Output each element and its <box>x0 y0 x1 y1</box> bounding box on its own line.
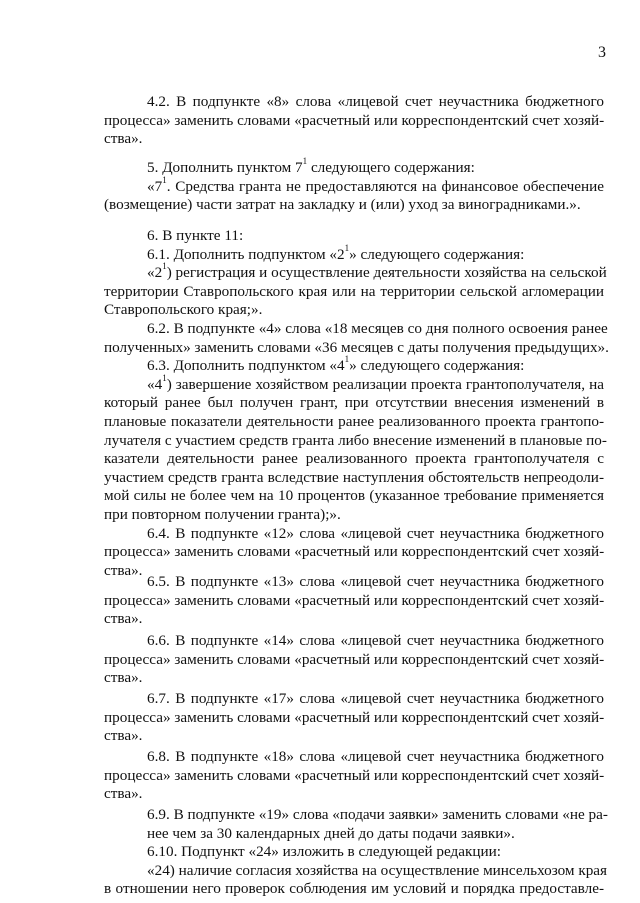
line-text: лучателя с участием средств гранта либо внесение изменений в плановые по- <box>104 431 607 449</box>
line-text: 6.1. Дополнить подпунктом «2 <box>147 245 345 263</box>
text-line <box>104 338 609 358</box>
line-text: процесса» заменить словами «расчетный или корреспондентский счет хозяй- <box>104 708 605 726</box>
line-text: ства». <box>104 610 143 628</box>
paragraph-6 <box>104 227 609 580</box>
line-text-continued: ) регистрация и осуществление деятельности хозяйства на сельской <box>166 264 607 282</box>
line-text: ства». <box>104 669 143 687</box>
text-line <box>104 354 604 376</box>
text-line <box>104 880 604 899</box>
line-text: «2 <box>147 264 163 282</box>
paragraph-6-6 <box>104 632 604 688</box>
line-text: 6.10. Подпункт «24» изложить в следующей редакции: <box>147 843 501 861</box>
text-line <box>104 651 604 670</box>
text-line <box>104 748 604 767</box>
page-number: 3 <box>598 44 606 61</box>
text-line <box>104 592 604 611</box>
text-line <box>104 690 604 709</box>
text-line <box>104 227 604 246</box>
superscript: 1 <box>344 354 350 365</box>
text-line <box>104 372 604 395</box>
line-text: 6.3. Дополнить подпунктом «4 <box>147 357 345 375</box>
text-line <box>104 469 604 488</box>
text-line <box>104 861 608 881</box>
text-line <box>104 709 604 728</box>
line-text: «24) наличие согласия хозяйства на осуществление минсельхозом края <box>147 861 608 879</box>
line-text: казатели деятельности ранее реализованного проекта грантополучателя с <box>104 450 604 468</box>
paragraph-5 <box>104 155 604 215</box>
line-text: «7 <box>147 177 163 195</box>
superscript: 1 <box>162 174 167 185</box>
text-line <box>104 543 604 562</box>
line-text: плановые показатели деятельности ранее реализованного проекта грантопо- <box>104 412 604 430</box>
superscript: 1 <box>344 242 350 253</box>
text-line <box>104 431 607 451</box>
line-text: 6.8. В подпункте «18» слова «лицевой счет неучастника бюджетного <box>147 748 604 765</box>
paragraph-6-8 <box>104 748 604 804</box>
line-text: ства». <box>104 785 143 803</box>
text-line <box>104 806 608 825</box>
text-line <box>104 283 604 302</box>
text-line <box>104 394 604 413</box>
line-text: процесса» заменить словами «расчетный или корреспондентский счет хозяй- <box>104 766 605 784</box>
line-text: 6.9. В подпункте «19» слова «подачи заявки» заменить словами «не ра- <box>147 806 608 823</box>
text-line <box>104 450 604 469</box>
line-text: 6.2. В подпункте «4» слова «18 месяцев со дня полного освоения ранее <box>147 319 608 337</box>
line-text: участием средств гранта вследствие наступления обстоятельств непреодоли- <box>104 468 604 486</box>
line-text: 6. В пункте 11: <box>147 227 244 244</box>
text-line <box>104 506 604 525</box>
paragraph-6-5 <box>104 573 604 629</box>
paragraph-4-2 <box>104 93 604 149</box>
text-line <box>104 261 607 283</box>
line-text: процесса» заменить словами «расчетный или корреспондентский счет хозяй- <box>104 543 605 561</box>
line-text: территории Ставропольского края или на территории сельской агломерации <box>104 282 604 300</box>
paragraph-6-9 <box>104 806 608 899</box>
text-line <box>104 93 604 112</box>
text-line <box>104 727 604 746</box>
text-line <box>104 767 604 786</box>
line-text: ства». <box>104 130 143 148</box>
line-text-continued: следующего содержания: <box>307 159 475 176</box>
line-text: 4.2. В подпункте «8» слова «лицевой счет неучастника бюджетного <box>147 93 604 110</box>
line-text: в отношении него проверок соблюдения им условий и порядка предоставле- <box>104 880 604 898</box>
line-text: 6.7. В подпункте «17» слова «лицевой счет неучастника бюджетного <box>147 690 604 707</box>
text-line <box>104 825 604 844</box>
line-text: Ставропольского края;». <box>104 301 263 319</box>
text-line <box>104 610 604 629</box>
line-text: нее чем за 30 календарных дней до даты подачи заявки». <box>147 824 515 842</box>
line-text: полученных» заменить словами «36 месяцев с даты получения предыдущих». <box>104 338 609 356</box>
paragraph-6-7 <box>104 690 604 746</box>
text-line <box>104 242 604 265</box>
text-line <box>104 487 604 506</box>
superscript: 1 <box>302 155 308 166</box>
line-text: мой силы не более чем на 10 процентов (указанное требование применяется <box>104 487 604 505</box>
line-text: ства». <box>104 727 143 745</box>
text-line <box>104 785 604 804</box>
text-line <box>104 413 604 432</box>
text-line <box>104 669 604 688</box>
text-line <box>104 843 604 862</box>
line-text: который ранее был получен грант, при отсутствии внесения изменений в <box>104 394 604 412</box>
text-line <box>104 196 604 215</box>
line-text: при повторном получении гранта);». <box>104 505 341 523</box>
text-line <box>104 155 604 178</box>
text-line <box>104 174 604 197</box>
text-line <box>104 130 604 149</box>
superscript: 1 <box>162 261 167 272</box>
line-text: 6.6. В подпункте «14» слова «лицевой счет неучастника бюджетного <box>147 632 604 649</box>
text-line <box>104 573 604 592</box>
text-line <box>104 112 604 131</box>
line-text: ства». <box>104 561 143 579</box>
text-line <box>104 301 604 320</box>
line-text: «4 <box>147 375 163 393</box>
line-text: процесса» заменить словами «расчетный или корреспондентский счет хозяй- <box>104 111 605 129</box>
line-text-continued: . Средства гранта не предоставляются на финансовое обеспечение <box>166 177 604 195</box>
line-text-continued: » следующего содержания: <box>349 245 525 263</box>
line-text: процесса» заменить словами «расчетный или корреспондентский счет хозяй- <box>104 591 605 609</box>
text-line <box>104 525 604 544</box>
superscript: 1 <box>162 372 167 383</box>
line-text-continued: » следующего содержания: <box>349 357 525 375</box>
text-line <box>104 632 604 651</box>
line-text: 5. Дополнить пунктом 7 <box>147 159 303 176</box>
text-line <box>104 319 608 339</box>
line-text: 6.5. В подпункте «13» слова «лицевой счет неучастника бюджетного <box>147 573 604 590</box>
line-text: (возмещение) части затрат на закладку и (или) уход за виноградниками.». <box>104 196 581 214</box>
line-text: 6.4. В подпункте «12» слова «лицевой счет неучастника бюджетного <box>147 524 604 542</box>
line-text-continued: ) завершение хозяйством реализации проекта грантополучателя, на <box>166 375 604 393</box>
line-text: процесса» заменить словами «расчетный или корреспондентский счет хозяй- <box>104 650 605 668</box>
